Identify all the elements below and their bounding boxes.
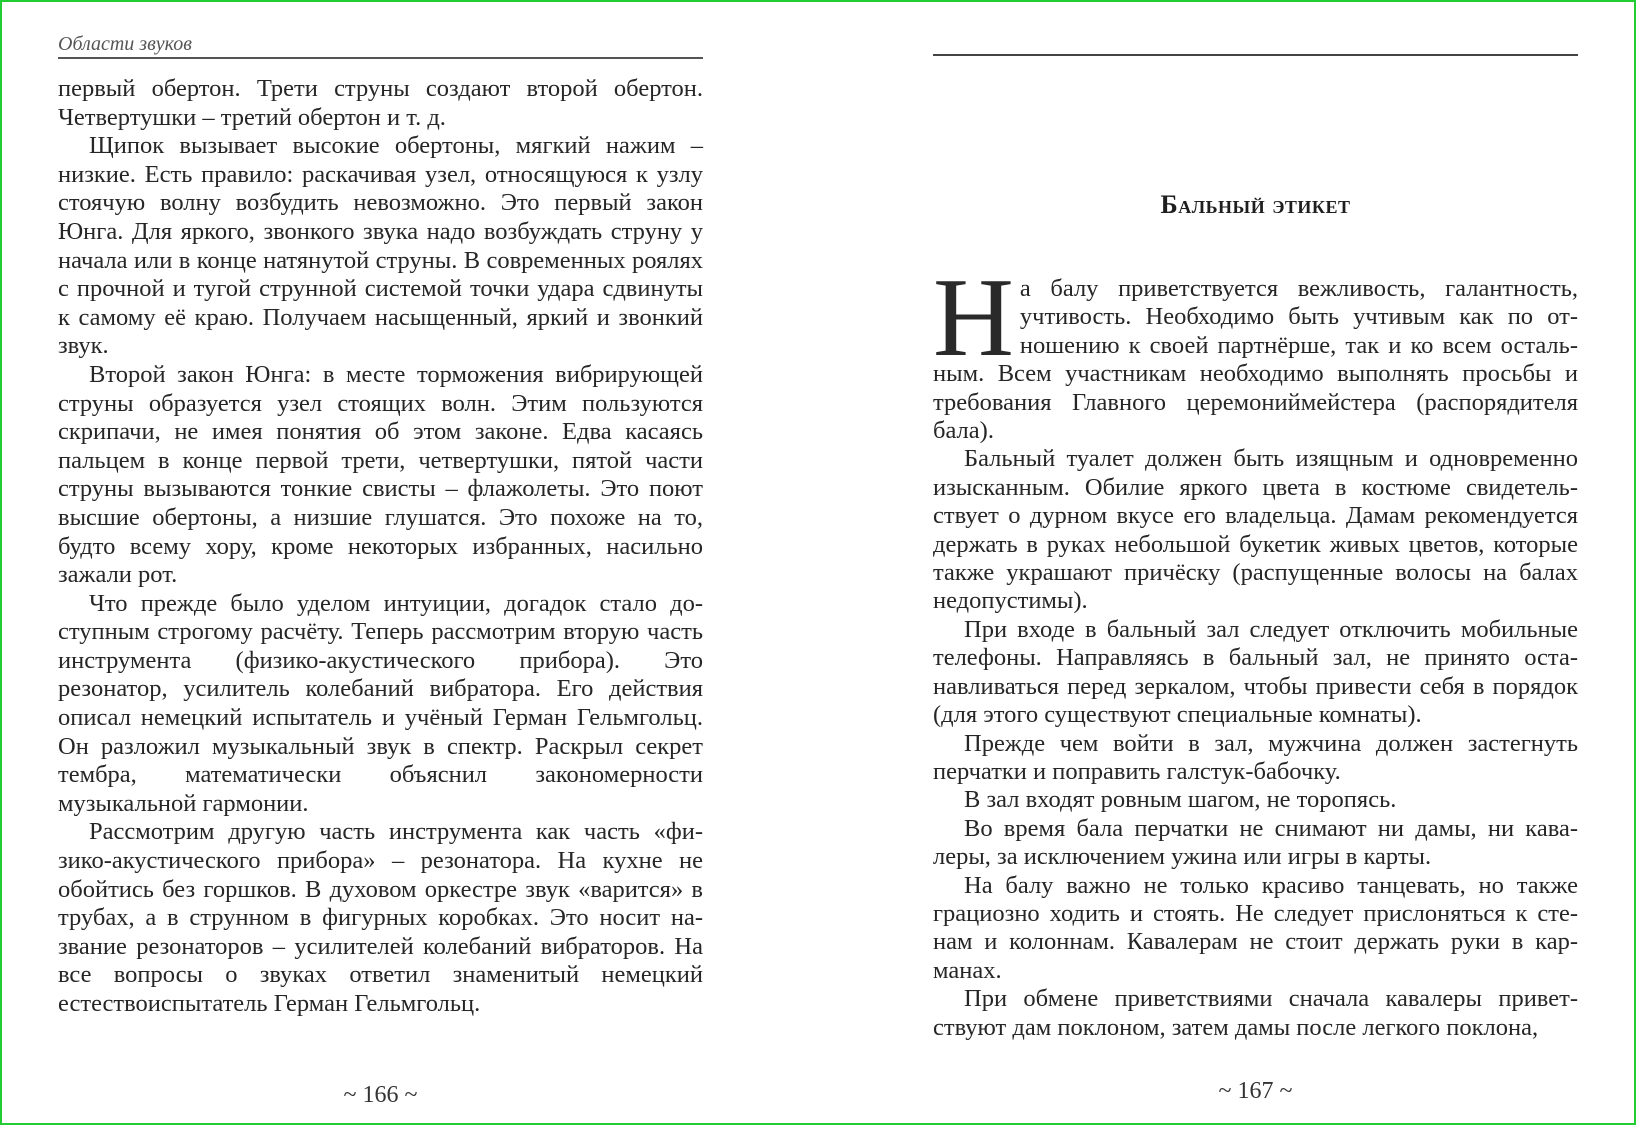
paragraph: Щипок вызывает высокие обертоны, мягкий нажим – низкие. Есть правило: раскачивая узел, относящуюся к узлу стоячую волну возбудить невозможно. Это первый закон Юнга. Для яркого, звонкого звука надо возбуждать струну у начала или в конце натянутой струны. В современных роялях с прочной и тугой струнной системой точки удара сдвинуты к самому её краю. Получаем насыщенный, яркий и звонкий звук. xyxy=(58,132,703,360)
opening-paragraph xyxy=(933,256,1578,445)
right-page xyxy=(933,0,1578,1125)
paragraph: На балу важно не только красиво танцевать, но также грациозно ходить и стоять. Не следует прислоняться к стенам и колоннам. Кавалерам не стоит держать руки в карманах. xyxy=(933,871,1578,984)
page-number-left: ~ 166 ~ xyxy=(343,1082,418,1108)
paragraph: Прежде чем войти в зал, мужчина должен застегнуть перчатки и поправить галстук-бабочку. xyxy=(933,729,1578,785)
right-body-text xyxy=(933,256,1578,1042)
running-head: Области звуков xyxy=(58,32,703,59)
opening-paragraph-text: а балу приветствуется вежливость, галантность, учтивость. Необходимо быть учтивым как по отношению к своей партнёрше, так и ко всем остальным. Всем участникам необходимо выполнять просьбы и требования Главного церемониймейстера (распорядителя бала). xyxy=(933,275,1578,445)
paragraph: первый обертон. Трети струны создают второй обертон. Четвертушки – третий обертон и т. д. xyxy=(58,75,703,131)
left-page xyxy=(58,0,703,1125)
paragraph: Рассмотрим другую часть инструмента как часть «физико-акустического прибора» – резонатора. На кухне не обойтись без горшков. В духовом оркестре звук «варится» в трубах, а в струнном в фигурных коробках. Это носит название резонаторов – усилителей колебаний вибраторов. На все вопросы о звуках ответил знаменитый немецкий естествоиспытатель Герман Гельмгольц. xyxy=(58,818,703,1017)
drop-cap: Н xyxy=(933,256,1014,380)
page-number-right: ~ 167 ~ xyxy=(1218,1078,1293,1104)
paragraph: В зал входят ровным шагом, не торопясь. xyxy=(964,786,1397,814)
left-body-text xyxy=(58,75,703,1019)
paragraph: Во время бала перчатки не снимают ни дамы, ни кавалеры, за исключением ужина или игры в карты. xyxy=(933,814,1578,871)
header-rule xyxy=(933,54,1578,56)
paragraph: Второй закон Юнга: в месте торможения вибрирующей струны образуется узел стоящих волн. Этим пользуются скрипачи, не имея понятия об этом законе. Едва касаясь пальцем в конце первой трети, четвертушки, пятой части струны вызываются тонкие свисты – флажолеты. Это поют высшие обертоны, а низшие глушатся. Это похоже на то, будто всему хору, кроме некоторых избранных, насильно зажали рот. xyxy=(58,360,703,589)
paragraph: При входе в бальный зал следует отключить мобильные телефоны. Направляясь в бальный зал, не принято останавливаться перед зеркалом, чтобы привести себя в порядок (для этого существуют специальные комнаты). xyxy=(933,615,1578,729)
paragraph: При обмене приветствиями сначала кавалеры приветствуют дам поклоном, затем дамы после легкого поклона, xyxy=(933,985,1578,1041)
paragraph: Что прежде было уделом интуиции, догадок стало доступным строгому расчёту. Теперь рассмотрим вторую часть инструмента (физико-акустического прибора). Это резонатор, усилитель колебаний вибратора. Его действия описал немецкий испытатель и учёный Герман Гельмгольц. Он разложил музыкальный звук в спектр. Раскрыл секрет тембра, математически объяснил закономерности музыкальной гармонии. xyxy=(58,589,703,817)
chapter-title: Бальный этикет xyxy=(1160,190,1351,219)
paragraph: Бальный туалет должен быть изящным и одновременно изысканным. Обилие яркого цвета в костюме свидетельствует о дурном вкусе его владельца. Дамам рекомендуется держать в руках небольшой букетик живых цветов, которые также украшают причёску (распущенные волосы на балах недопустимы). xyxy=(933,445,1578,615)
